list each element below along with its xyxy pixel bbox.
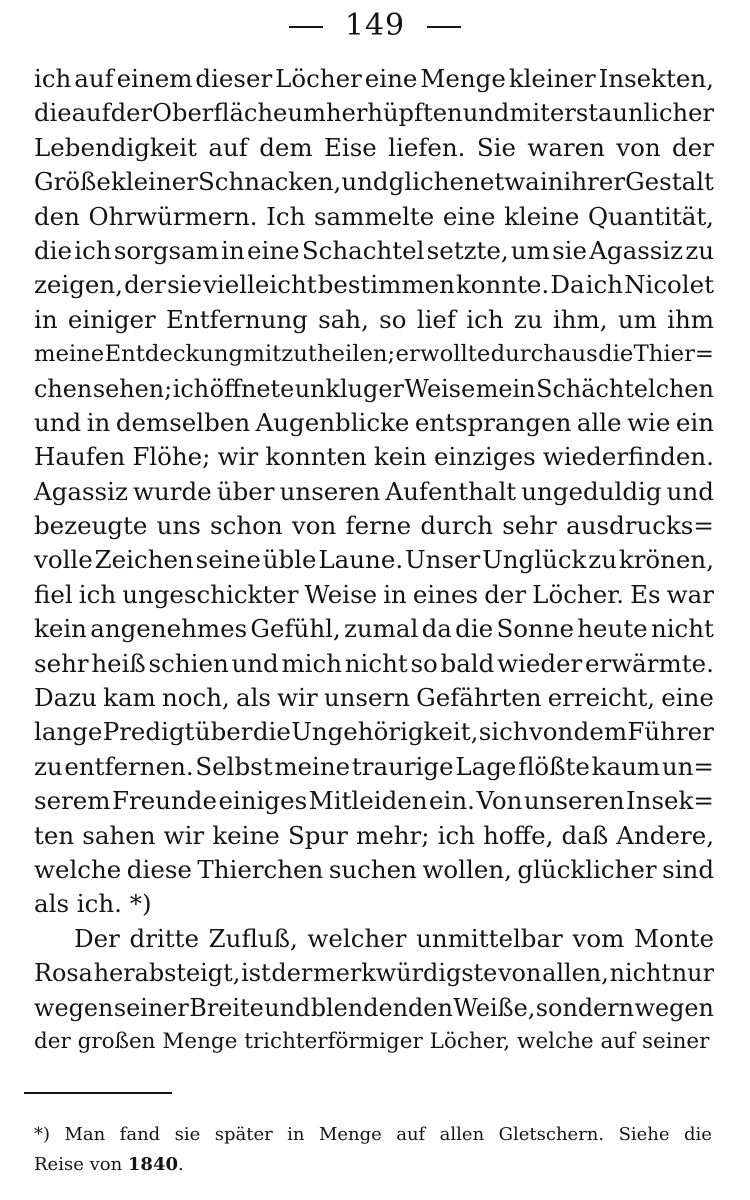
word: sehr bbox=[502, 511, 557, 541]
word: wie bbox=[627, 407, 671, 437]
text-line bbox=[34, 337, 714, 371]
word: nicht bbox=[650, 614, 714, 644]
word: schon bbox=[210, 511, 283, 541]
word: blendenden bbox=[310, 993, 453, 1022]
footnote-year: 1840 bbox=[127, 1154, 179, 1175]
word: fiel bbox=[34, 579, 73, 609]
word: liefen. bbox=[388, 132, 466, 162]
footnote-line-2-suffix: . bbox=[178, 1154, 184, 1175]
word: ich bbox=[74, 235, 112, 265]
word: öffnete bbox=[209, 374, 295, 403]
word: über bbox=[194, 717, 253, 747]
text-line: als ich. *) bbox=[34, 889, 152, 919]
word: sehen; bbox=[92, 374, 173, 403]
word: demselben bbox=[115, 407, 251, 437]
word: in bbox=[34, 304, 58, 334]
word: waren bbox=[527, 132, 605, 162]
word: zu bbox=[34, 751, 63, 781]
word: suchen bbox=[328, 854, 417, 884]
word: und bbox=[462, 99, 510, 128]
word: sammelte bbox=[313, 201, 435, 231]
word: Gefühl, bbox=[250, 614, 341, 644]
word: seiner bbox=[113, 993, 189, 1022]
word: ich bbox=[437, 820, 476, 850]
word: seine bbox=[195, 545, 261, 575]
word: uns bbox=[156, 511, 201, 541]
word: Schächtelchen bbox=[536, 374, 714, 403]
word: volle bbox=[34, 545, 93, 575]
word: Flöhe; bbox=[132, 442, 211, 472]
word: alle bbox=[576, 407, 622, 437]
word: unseren bbox=[279, 476, 381, 506]
word: wiederfinden. bbox=[542, 442, 714, 472]
word: sie bbox=[174, 1124, 201, 1145]
word: ungeschickter bbox=[122, 579, 299, 609]
word: der bbox=[110, 99, 153, 128]
text-line bbox=[34, 303, 714, 337]
word: Oberfläche bbox=[152, 99, 288, 128]
word: serem bbox=[34, 786, 111, 816]
word: eine bbox=[661, 683, 714, 713]
word: Breite bbox=[189, 993, 264, 1022]
footnote-rule bbox=[24, 1092, 172, 1094]
word: mit bbox=[509, 99, 550, 128]
word: allen, bbox=[542, 959, 609, 988]
word: in bbox=[287, 1124, 305, 1145]
word: war bbox=[666, 579, 714, 609]
word: mitzutheilen; bbox=[243, 341, 396, 368]
word: unseren bbox=[523, 786, 625, 816]
word: Siehe bbox=[618, 1124, 670, 1145]
word: zeigen, bbox=[34, 270, 123, 300]
page-header bbox=[0, 8, 750, 43]
word: heute bbox=[577, 614, 648, 644]
word: Agassiz bbox=[589, 235, 684, 265]
word: und bbox=[341, 167, 389, 197]
text-line bbox=[34, 372, 714, 406]
word: erreicht, bbox=[547, 683, 656, 713]
word: in bbox=[221, 235, 245, 265]
word: ungeduldig bbox=[521, 476, 662, 506]
word: entsprangen bbox=[414, 407, 572, 437]
word: traurige bbox=[351, 751, 454, 781]
word: Insekten, bbox=[598, 64, 714, 93]
text-line bbox=[34, 234, 714, 268]
word: Insek= bbox=[626, 786, 714, 816]
word: kleiner bbox=[110, 167, 198, 197]
word: meine bbox=[274, 751, 351, 781]
word: ich bbox=[172, 374, 210, 403]
word: schien bbox=[148, 648, 229, 678]
text-line bbox=[34, 647, 714, 681]
word: Da bbox=[550, 270, 585, 300]
word: Zeichen bbox=[94, 545, 194, 575]
word: Entfernung bbox=[166, 304, 308, 334]
word: dieser bbox=[195, 64, 273, 93]
word: Zufluß, bbox=[208, 923, 298, 953]
word: Gestalt bbox=[625, 167, 714, 197]
word: ich bbox=[585, 270, 623, 300]
word: zu bbox=[513, 304, 543, 334]
word: in bbox=[539, 167, 564, 197]
word: unkluger bbox=[294, 374, 404, 403]
text-line bbox=[34, 475, 714, 509]
word: einziges bbox=[434, 442, 536, 472]
word: erwärmte. bbox=[585, 648, 714, 678]
word: Sie bbox=[476, 132, 516, 162]
word: ich bbox=[466, 304, 504, 334]
word: Menge bbox=[318, 1124, 382, 1145]
word: wegen bbox=[34, 993, 114, 1022]
word: Agassiz bbox=[34, 476, 128, 506]
word: vom bbox=[572, 923, 625, 953]
text-line bbox=[34, 612, 714, 646]
word: über bbox=[216, 476, 275, 506]
text-line bbox=[34, 681, 714, 715]
word: sie bbox=[552, 235, 587, 265]
word: Freunde bbox=[112, 786, 217, 816]
text-line bbox=[34, 819, 714, 853]
word: wir bbox=[217, 442, 259, 472]
word: Führer bbox=[627, 717, 714, 747]
word: ihm bbox=[667, 304, 714, 334]
word: Monte bbox=[634, 923, 714, 953]
word: Es bbox=[630, 579, 661, 609]
text-line bbox=[34, 165, 714, 199]
word: dem bbox=[573, 717, 628, 747]
word: Sonne bbox=[496, 614, 575, 644]
text-line bbox=[34, 440, 714, 474]
word: welcher bbox=[307, 923, 407, 953]
word: bezeugte bbox=[34, 511, 148, 541]
word: ein. bbox=[429, 786, 475, 816]
word: Von bbox=[476, 786, 523, 816]
word: der bbox=[672, 132, 714, 162]
word: er bbox=[395, 341, 420, 368]
word: durch bbox=[420, 511, 494, 541]
word: kam bbox=[103, 683, 156, 713]
word: herabsteigt, bbox=[93, 959, 241, 988]
word: mehr; bbox=[356, 820, 430, 850]
word: Thier= bbox=[633, 341, 714, 368]
word: umherhüpften bbox=[287, 99, 463, 128]
word: kleiner bbox=[508, 64, 596, 93]
word: ausdrucks= bbox=[566, 511, 714, 541]
word: sehr bbox=[34, 648, 89, 678]
word: auf bbox=[208, 132, 248, 162]
word: setzte, bbox=[426, 235, 509, 265]
word: Lebendigkeit bbox=[34, 132, 197, 162]
text-line bbox=[34, 991, 714, 1025]
word: Löcher. bbox=[532, 579, 624, 609]
word: auf bbox=[71, 99, 111, 128]
word: Mitleiden bbox=[308, 786, 428, 816]
word: die bbox=[455, 614, 494, 644]
word: heiß bbox=[91, 648, 146, 678]
word: die bbox=[252, 717, 291, 747]
word: vielleicht bbox=[203, 270, 317, 300]
text-line bbox=[34, 268, 714, 302]
word: Weise bbox=[304, 579, 378, 609]
word: eine bbox=[364, 64, 418, 93]
footnote bbox=[34, 1120, 712, 1180]
word: später bbox=[214, 1124, 273, 1145]
word: um bbox=[510, 235, 550, 265]
word: kaum bbox=[591, 751, 661, 781]
word: sahen bbox=[82, 820, 156, 850]
word: Unser bbox=[405, 545, 481, 575]
word: kleine bbox=[504, 201, 580, 231]
word: dritte bbox=[129, 923, 199, 953]
word: sondern bbox=[535, 993, 635, 1022]
word: wir bbox=[277, 683, 318, 713]
word: un= bbox=[661, 751, 714, 781]
word: daß bbox=[561, 820, 609, 850]
word: Dazu bbox=[34, 683, 97, 713]
word: hoffe, bbox=[483, 820, 554, 850]
footnote-line-2 bbox=[34, 1150, 712, 1180]
word: eine bbox=[442, 201, 496, 231]
word: eines bbox=[412, 579, 479, 609]
word: mich bbox=[281, 648, 343, 678]
word: erstaunlicher bbox=[549, 99, 714, 128]
word: und bbox=[231, 648, 279, 678]
word: wir bbox=[163, 820, 205, 850]
text-line bbox=[34, 853, 714, 887]
text-line bbox=[34, 543, 714, 577]
text-line: der großen Menge trichterförmiger Löcher, welche auf seiner bbox=[34, 1028, 710, 1054]
word: wegen bbox=[634, 993, 714, 1022]
word: lief bbox=[416, 304, 457, 334]
word: auf bbox=[396, 1124, 426, 1145]
word: Haufen bbox=[34, 442, 126, 472]
word: glichen bbox=[388, 167, 480, 197]
word: in bbox=[383, 579, 407, 609]
word: üble bbox=[262, 545, 317, 575]
word: Gletschern. bbox=[498, 1124, 605, 1145]
word: wurde bbox=[133, 476, 212, 506]
word: eine bbox=[247, 235, 300, 265]
word: Größe bbox=[34, 167, 111, 197]
word: noch, bbox=[161, 683, 230, 713]
word: einem bbox=[116, 64, 193, 93]
word: wollte bbox=[420, 341, 491, 368]
word: sind bbox=[662, 854, 714, 884]
word: von bbox=[616, 132, 661, 162]
word: zu bbox=[685, 235, 714, 265]
word: keine bbox=[212, 820, 280, 850]
word: kein bbox=[34, 614, 87, 644]
word: nur bbox=[671, 959, 714, 988]
word: wollen, bbox=[422, 854, 512, 884]
word: Andere, bbox=[616, 820, 714, 850]
footnote-line-2-prefix: Reise von bbox=[34, 1154, 128, 1175]
word: ihrer bbox=[563, 167, 626, 197]
word: zumal bbox=[343, 614, 419, 644]
word: zu bbox=[588, 545, 617, 575]
word: sah, bbox=[318, 304, 369, 334]
word: ihm, bbox=[552, 304, 608, 334]
word: Rosa bbox=[34, 959, 93, 988]
word: Eise bbox=[323, 132, 377, 162]
word: ein bbox=[675, 407, 714, 437]
word: unmittelbar bbox=[416, 923, 563, 953]
word: krönen, bbox=[618, 545, 714, 575]
word: Lage bbox=[455, 751, 517, 781]
word: Unglück bbox=[482, 545, 587, 575]
word: fand bbox=[119, 1124, 161, 1145]
text-line bbox=[34, 62, 714, 96]
text-line bbox=[34, 578, 714, 612]
word: meine bbox=[34, 341, 105, 368]
word: angenehmes bbox=[90, 614, 248, 644]
text-line bbox=[34, 131, 714, 165]
word: ich bbox=[34, 64, 72, 93]
word: Ohrwürmern. bbox=[88, 201, 258, 231]
word: von bbox=[528, 717, 574, 747]
word: ich bbox=[78, 579, 117, 609]
word: um bbox=[617, 304, 657, 334]
word: Spur bbox=[287, 820, 348, 850]
word: Ungehörigkeit, bbox=[291, 717, 479, 747]
word: sich bbox=[478, 717, 529, 747]
word: ten bbox=[34, 820, 75, 850]
word: welche bbox=[34, 854, 122, 884]
word: flößte bbox=[518, 751, 590, 781]
word: konnten bbox=[265, 442, 367, 472]
body-text bbox=[34, 62, 714, 1059]
word: Weise bbox=[404, 374, 476, 403]
word: Schnacken, bbox=[198, 167, 342, 197]
word: auf bbox=[74, 64, 114, 93]
text-line bbox=[34, 200, 714, 234]
word: allen bbox=[439, 1124, 485, 1145]
text-line bbox=[34, 956, 714, 990]
word: lange bbox=[34, 717, 103, 747]
word: Thierchen bbox=[197, 854, 324, 884]
word: die bbox=[34, 99, 72, 128]
word: kein bbox=[373, 442, 427, 472]
word: sie bbox=[167, 270, 202, 300]
text-line bbox=[34, 715, 714, 749]
word: einiger bbox=[67, 304, 156, 334]
word: mein bbox=[475, 374, 536, 403]
word: und bbox=[666, 476, 714, 506]
word: Weiße, bbox=[453, 993, 536, 1022]
text-line bbox=[34, 750, 714, 784]
word: und bbox=[34, 407, 82, 437]
word: Schachtel bbox=[301, 235, 425, 265]
word: unsern bbox=[323, 683, 410, 713]
word: nicht bbox=[609, 959, 671, 988]
word: als bbox=[235, 683, 271, 713]
text-line bbox=[34, 922, 714, 956]
word: Laune. bbox=[318, 545, 404, 575]
word: in bbox=[86, 407, 111, 437]
word: Selbst bbox=[195, 751, 273, 781]
word: wieder bbox=[497, 648, 583, 678]
word: da bbox=[421, 614, 452, 644]
word: Löcher bbox=[275, 64, 362, 93]
word: den bbox=[34, 201, 80, 231]
word: konnte. bbox=[455, 270, 550, 300]
word: *) bbox=[34, 1124, 51, 1145]
footnote-line-1 bbox=[34, 1120, 712, 1150]
word: einiges bbox=[218, 786, 308, 816]
word: der bbox=[271, 959, 313, 988]
word: sorgsam bbox=[113, 235, 219, 265]
word: durchaus bbox=[490, 341, 598, 368]
word: die bbox=[598, 341, 634, 368]
word: bestimmen bbox=[317, 270, 455, 300]
header-dash-left bbox=[289, 26, 323, 28]
word: nicht bbox=[344, 648, 408, 678]
word: Gefährten bbox=[416, 683, 542, 713]
text-line bbox=[34, 509, 714, 543]
word: entfernen. bbox=[64, 751, 194, 781]
text-line bbox=[34, 406, 714, 440]
word: ist bbox=[241, 959, 271, 988]
word: etwa bbox=[479, 167, 540, 197]
word: die bbox=[34, 235, 73, 265]
word: von bbox=[291, 511, 337, 541]
word: ferne bbox=[345, 511, 412, 541]
word: so bbox=[379, 304, 407, 334]
text-line bbox=[34, 784, 714, 818]
word: dem bbox=[259, 132, 313, 162]
word: und bbox=[264, 993, 311, 1022]
word: bald bbox=[440, 648, 495, 678]
word: Predigt bbox=[102, 717, 195, 747]
page-number: 149 bbox=[344, 8, 406, 43]
word: Man bbox=[64, 1124, 106, 1145]
word: Quantität, bbox=[587, 201, 714, 231]
word: Augenblicke bbox=[255, 407, 410, 437]
word: Menge bbox=[420, 64, 506, 93]
header-dash-right bbox=[427, 26, 461, 28]
word: Der bbox=[74, 923, 120, 953]
word: von bbox=[498, 959, 542, 988]
word: Nicolet bbox=[624, 270, 714, 300]
word: Ich bbox=[266, 201, 306, 231]
word: merkwürdigste bbox=[313, 959, 498, 988]
word: die bbox=[684, 1124, 712, 1145]
word: Aufenthalt bbox=[385, 476, 517, 506]
text-line bbox=[34, 96, 714, 130]
word: der bbox=[484, 579, 527, 609]
word: so bbox=[410, 648, 438, 678]
word: chen bbox=[34, 374, 93, 403]
word: diese bbox=[126, 854, 192, 884]
word: der bbox=[124, 270, 166, 300]
word: Entdeckung bbox=[104, 341, 244, 368]
word: glücklicher bbox=[517, 854, 657, 884]
